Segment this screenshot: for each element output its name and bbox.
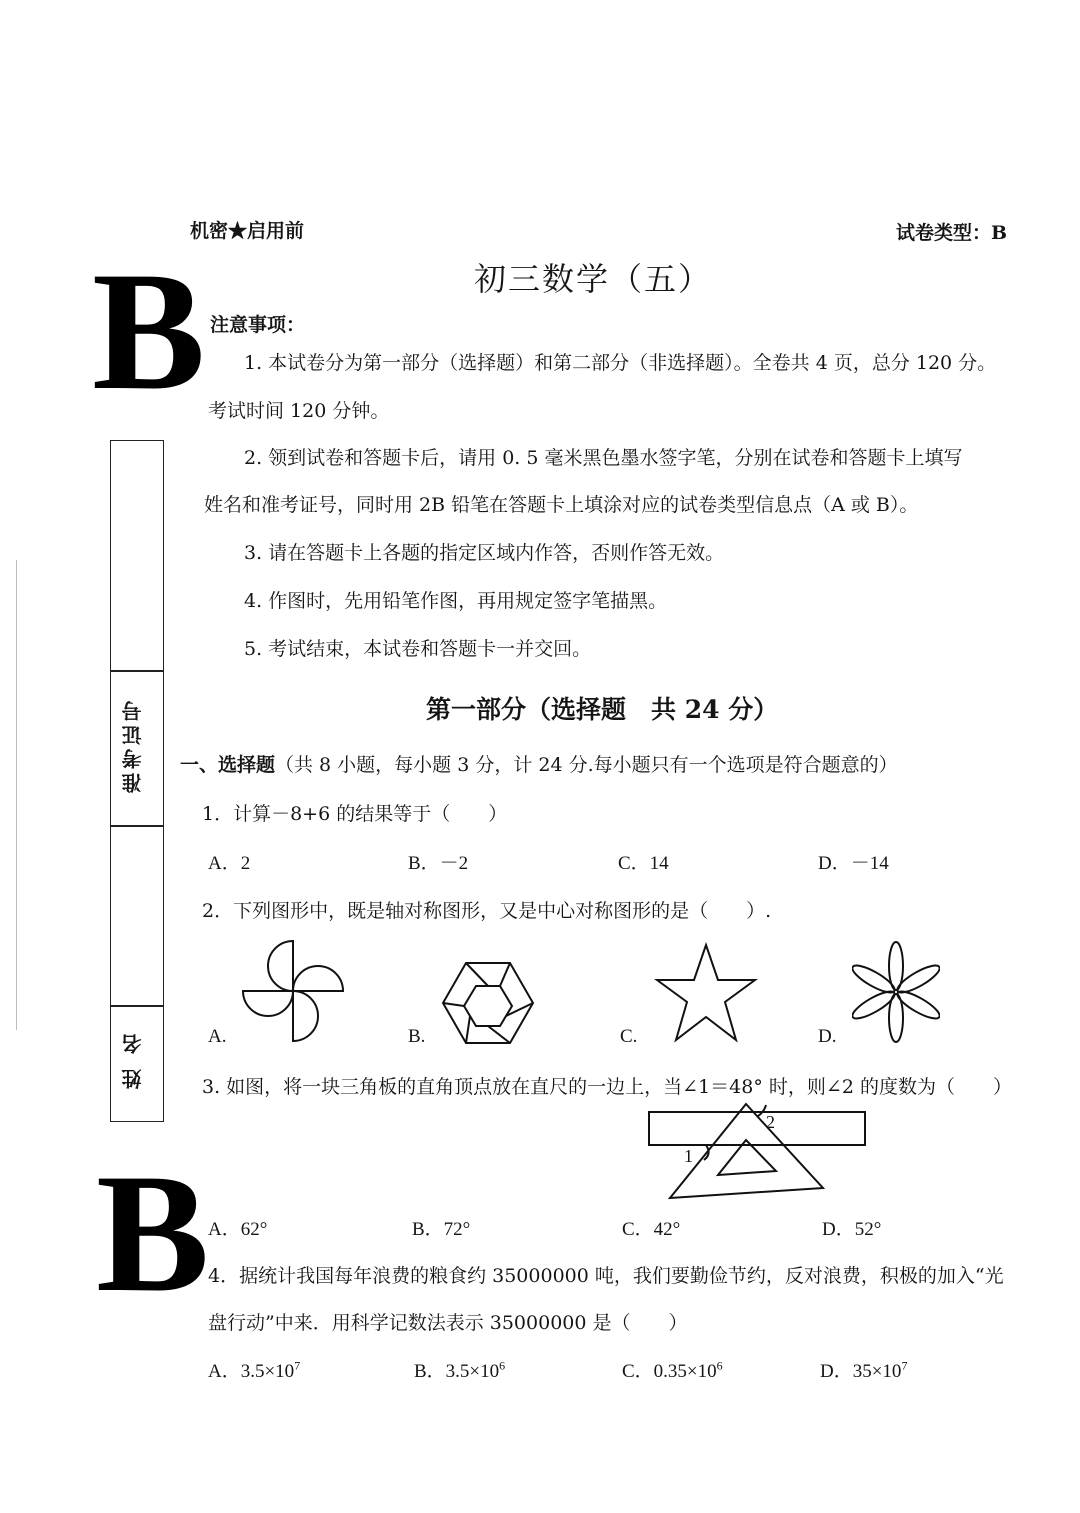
q4-option-d[interactable] <box>820 1356 907 1383</box>
name-box[interactable] <box>110 825 164 1007</box>
q4-option-c-exp: 6 <box>716 1358 723 1373</box>
paper-type-big-letter-bottom: B <box>96 1139 210 1327</box>
q2-shape-b-hexagon[interactable] <box>440 960 536 1046</box>
paper-type-label: 试卷类型：B <box>896 222 1008 244</box>
q2-label-c: C. <box>620 1026 638 1047</box>
scan-edge-line <box>16 560 17 1030</box>
q1-option-c[interactable]: C．14 <box>618 853 669 874</box>
q1-stem: 1．计算－8+6 的结果等于（ ） <box>202 803 508 825</box>
q2-label-d: D. <box>818 1026 837 1047</box>
q4-stem-line1: 4．据统计我国每年浪费的粮食约 35000000 吨，我们要勤俭节约，反对浪费，积极的加入“光 <box>208 1265 1004 1287</box>
q3-option-b[interactable]: B．72° <box>412 1219 471 1240</box>
section-heading-rest: （共 8 小题，每小题 3 分，计 24 分.每小题只有一个选项是符合题意的） <box>275 754 898 776</box>
q1-option-b[interactable]: B．－2 <box>408 853 469 874</box>
ticket-number-label: 准考证号 <box>121 697 145 793</box>
q4-option-c[interactable] <box>622 1356 723 1383</box>
notice-item-2b: 姓名和准考证号，同时用 2B 铅笔在答题卡上填涂对应的试卷类型信息点（A 或 B）。 <box>204 494 919 516</box>
notice-item-3: 3. 请在答题卡上各题的指定区域内作答，否则作答无效。 <box>244 542 725 564</box>
q3-stem: 3. 如图，将一块三角板的直角顶点放在直尺的一边上，当∠1＝48° 时，则∠2 的度数为（ ） <box>202 1076 1012 1098</box>
q3-angle-2-label: 2 <box>766 1112 775 1132</box>
q3-option-c[interactable]: C．42° <box>622 1219 681 1240</box>
q4-option-b-exp: 6 <box>499 1358 506 1373</box>
section-heading-bold: 一、选择题 <box>180 754 276 776</box>
q4-option-b-base: B．3.5×10 <box>414 1361 500 1382</box>
q4-stem-line2: 盘行动”中来．用科学记数法表示 35000000 是（ ） <box>208 1312 688 1334</box>
q3-angle-1-label: 1 <box>684 1146 693 1166</box>
q1-option-a[interactable]: A．2 <box>208 853 251 874</box>
notice-item-5: 5. 考试结束，本试卷和答题卡一并交回。 <box>244 638 592 660</box>
page-title: 初三数学（五） <box>474 260 713 298</box>
q3-option-a[interactable]: A．62° <box>208 1219 268 1240</box>
q4-option-c-base: C．0.35×10 <box>622 1361 717 1382</box>
q4-option-b[interactable] <box>414 1356 505 1383</box>
q4-option-a-base: A．3.5×10 <box>208 1361 295 1382</box>
name-label: 姓 名 <box>121 1030 145 1090</box>
confidential-label: 机密★启用前 <box>190 220 305 242</box>
q2-shape-a-pinwheel[interactable] <box>240 938 346 1044</box>
paper-type-big-letter-top: B <box>92 237 206 425</box>
q1-option-d[interactable]: D．－14 <box>818 853 889 874</box>
q3-option-d[interactable]: D．52° <box>822 1219 882 1240</box>
notice-item-1b: 考试时间 120 分钟。 <box>208 400 390 422</box>
q4-option-d-exp: 7 <box>901 1358 908 1373</box>
q2-shape-d-flower[interactable] <box>852 940 940 1044</box>
q4-option-a-exp: 7 <box>294 1358 301 1373</box>
notice-heading: 注意事项： <box>210 314 306 336</box>
part1-title: 第一部分（选择题 共 24 分） <box>426 695 779 724</box>
q3-figure-ruler-triangle <box>640 1100 872 1204</box>
q2-label-a: A. <box>208 1026 227 1047</box>
notice-item-1a: 1. 本试卷分为第一部分（选择题）和第二部分（非选择题）。全卷共 4 页，总分 120 分。 <box>244 352 997 374</box>
section-heading <box>180 750 898 777</box>
q2-label-b: B. <box>408 1026 426 1047</box>
q2-stem: 2．下列图形中，既是轴对称图形，又是中心对称图形的是（ ）. <box>202 900 772 922</box>
ticket-number-box[interactable] <box>110 440 164 672</box>
q4-option-a[interactable] <box>208 1356 300 1383</box>
notice-item-4: 4. 作图时，先用铅笔作图，再用规定签字笔描黑。 <box>244 590 668 612</box>
q4-option-d-base: D．35×10 <box>820 1361 902 1382</box>
q2-shape-c-star[interactable] <box>654 942 758 1044</box>
notice-item-2a: 2. 领到试卷和答题卡后，请用 0. 5 毫米黑色墨水签字笔，分别在试卷和答题卡上填写 <box>244 447 963 469</box>
